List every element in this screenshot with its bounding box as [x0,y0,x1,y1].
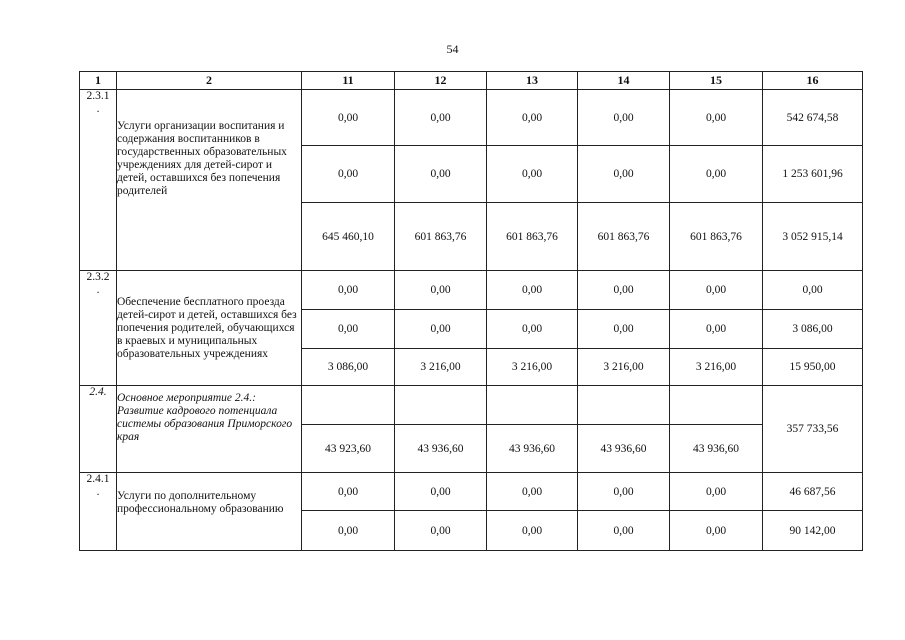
table-cell: 0,00 [302,90,395,146]
table-cell: 0,00 [670,473,763,511]
table-cell: 0,00 [670,511,763,551]
table-cell: 0,00 [395,473,487,511]
row-description: Услуги по дополнительному профессиональному образованию [117,473,302,551]
table-cell: 0,00 [395,146,487,203]
row-description: Основное мероприятие 2.4.: Развитие кадрового потенциала системы образования Приморского края [117,386,302,473]
table-row [80,386,863,425]
column-header: 15 [670,72,763,90]
column-header: 1 [80,72,117,90]
table-cell: 0,00 [670,146,763,203]
table-cell: 3 216,00 [578,349,670,386]
table-cell: 0,00 [487,90,578,146]
table-cell: 0,00 [578,310,670,349]
row-description: Услуги организации воспитания и содержания воспитанников в государственных образовательных учреждениях для детей-сирот и детей, оставшихся без попечения родителей [117,90,302,271]
table-cell: 0,00 [302,473,395,511]
row-code-number: 2.3.2 [86,271,110,283]
table-cell: 46 687,56 [763,473,863,511]
column-header: 13 [487,72,578,90]
table-row [80,271,863,310]
table-cell: 3 216,00 [670,349,763,386]
table-cell: 0,00 [395,271,487,310]
row-code-number: 2.3.1 [86,90,110,102]
header-row [80,72,863,90]
table-cell: 3 086,00 [763,310,863,349]
table-cell: 43 936,60 [578,425,670,473]
table-row [80,90,863,146]
row-code-mark: . [96,284,100,296]
table-cell: 3 216,00 [487,349,578,386]
row-code [80,271,117,386]
table-cell: 0,00 [395,511,487,551]
table-cell: 0,00 [302,310,395,349]
table-cell: 0,00 [670,271,763,310]
row-code [80,90,117,271]
table-cell: 43 923,60 [302,425,395,473]
budget-table [79,71,863,551]
row-description: Обеспечение бесплатного проезда детей-сирот и детей, оставшихся без попечения родителей, обучающихся в краевых и муниципальных образовательных учреждениях [117,271,302,386]
table-cell: 3 086,00 [302,349,395,386]
table-cell: 0,00 [578,271,670,310]
table-cell: 0,00 [670,310,763,349]
table-cell: 0,00 [302,146,395,203]
table-cell: 601 863,76 [487,203,578,271]
table-cell: 0,00 [763,271,863,310]
row-code-mark: . [96,103,100,115]
table-cell [578,386,670,425]
row-code [80,473,117,551]
table-cell [395,386,487,425]
table-cell: 0,00 [487,511,578,551]
table-cell: 0,00 [487,473,578,511]
table-cell: 3 052 915,14 [763,203,863,271]
table-cell: 43 936,60 [487,425,578,473]
table-cell: 0,00 [487,146,578,203]
column-header: 16 [763,72,863,90]
table-cell: 15 950,00 [763,349,863,386]
table-cell: 601 863,76 [395,203,487,271]
column-header: 12 [395,72,487,90]
table-cell: 90 142,00 [763,511,863,551]
column-header: 2 [117,72,302,90]
table-cell: 0,00 [395,90,487,146]
page-number: 54 [446,42,459,56]
table-cell: 0,00 [670,90,763,146]
table-cell: 645 460,10 [302,203,395,271]
table-cell: 601 863,76 [578,203,670,271]
table-cell [670,386,763,425]
table-cell: 601 863,76 [670,203,763,271]
table-row [80,473,863,511]
table-cell: 0,00 [487,310,578,349]
table-cell: 0,00 [578,511,670,551]
row-code-number: 2.4. [89,386,107,398]
table-cell: 0,00 [578,146,670,203]
table-cell: 0,00 [395,310,487,349]
table-cell: 542 674,58 [763,90,863,146]
table-cell [487,386,578,425]
table-cell: 0,00 [487,271,578,310]
column-header: 14 [578,72,670,90]
table-cell [302,386,395,425]
table-cell: 0,00 [578,90,670,146]
table-cell: 0,00 [302,511,395,551]
table-cell: 0,00 [302,271,395,310]
row-code-number: 2.4.1 [86,473,110,485]
table-cell: 43 936,60 [670,425,763,473]
row-code-mark: . [96,486,100,498]
table-cell: 0,00 [578,473,670,511]
column-header: 11 [302,72,395,90]
table-cell-total: 357 733,56 [763,386,863,473]
table-cell: 1 253 601,96 [763,146,863,203]
table-cell: 3 216,00 [395,349,487,386]
table-cell: 43 936,60 [395,425,487,473]
row-code [80,386,117,473]
